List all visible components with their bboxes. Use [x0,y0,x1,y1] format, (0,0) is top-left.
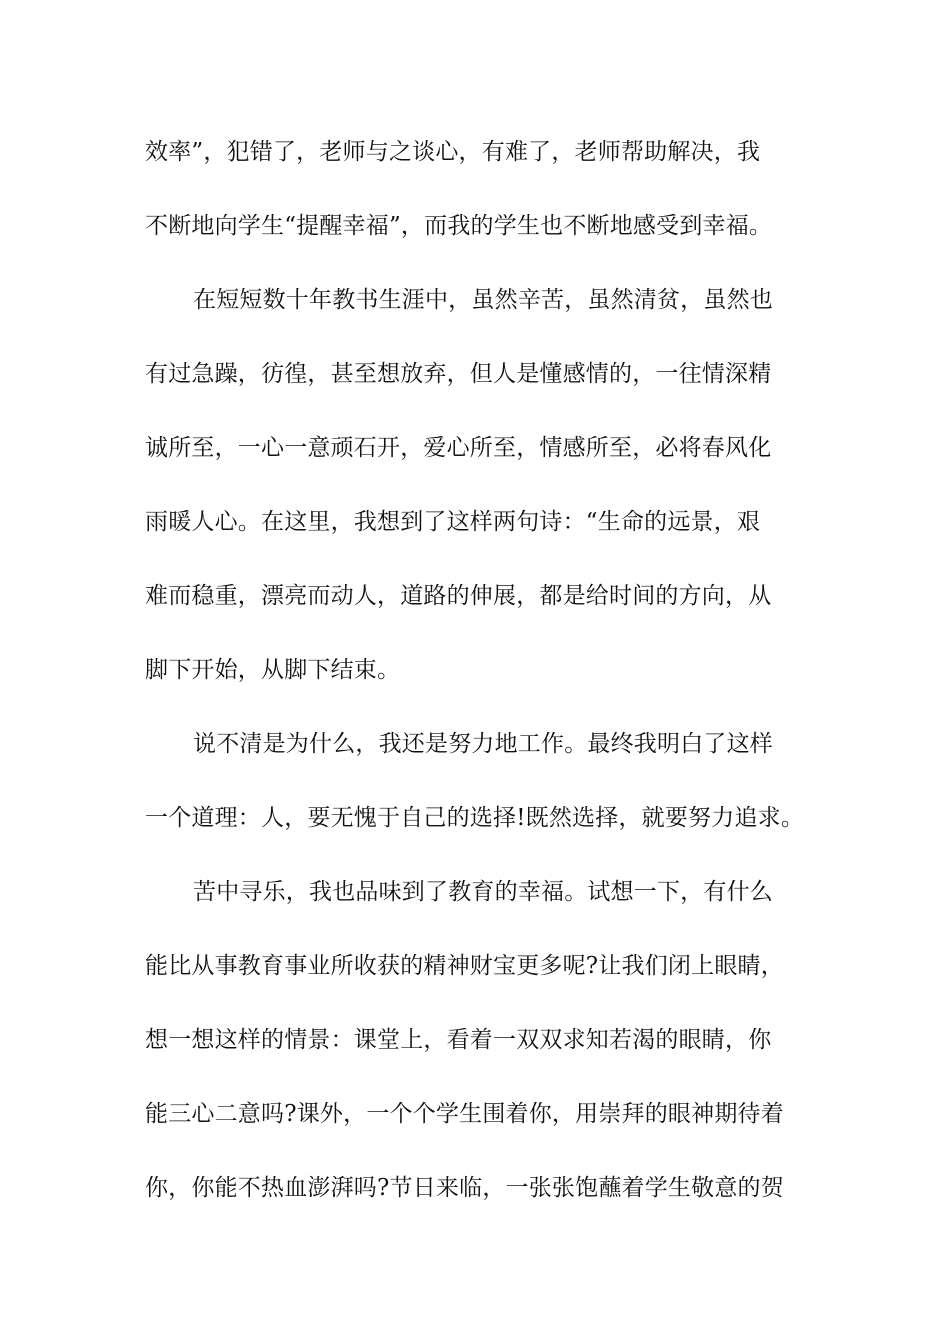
text-line-8: 脚下开始，从脚下结束。 [145,657,401,683]
text-line-15: 你，你能不热血澎湃吗?节日来临，一张张饱蘸着学生敬意的贺 [145,1175,784,1201]
text-line-4: 有过急躁，彷徨，甚至想放弃，但人是懂感情的，一往情深精 [145,361,772,387]
text-line-7: 难而稳重，漂亮而动人，道路的伸展，都是给时间的方向，从 [145,583,772,609]
text-line-2: 不断地向学生“提醒幸福”，而我的学生也不断地感受到幸福。 [145,213,773,239]
paragraph-start-line: 在短短数十年教书生涯中，虽然辛苦，虽然清贫，虽然也 [193,287,773,313]
text-line-14: 能三心二意吗?课外，一个个学生围着你，用崇拜的眼神期待着 [145,1101,784,1127]
text-line-5: 诚所至，一心一意顽石开，爱心所至，情感所至，必将春风化 [145,435,772,461]
text-line-12: 能比从事教育事业所收获的精神财宝更多呢?让我们闭上眼睛， [145,953,784,979]
text-line-6: 雨暖人心。在这里，我想到了这样两句诗：“生命的远景，艰 [145,509,761,535]
text-line-13: 想一想这样的情景：课堂上，看着一双双求知若渴的眼睛，你 [145,1027,772,1053]
text-line-1: 效率”，犯错了，老师与之谈心，有难了，老师帮助解决，我 [145,139,761,165]
paragraph-start-line: 说不清是为什么，我还是努力地工作。最终我明白了这样 [193,731,773,757]
paragraph-start-line: 苦中寻乐，我也品味到了教育的幸福。试想一下，有什么 [193,879,773,905]
text-line-10: 一个道理：人，要无愧于自己的选择!既然选择，就要努力追求。 [145,805,805,831]
